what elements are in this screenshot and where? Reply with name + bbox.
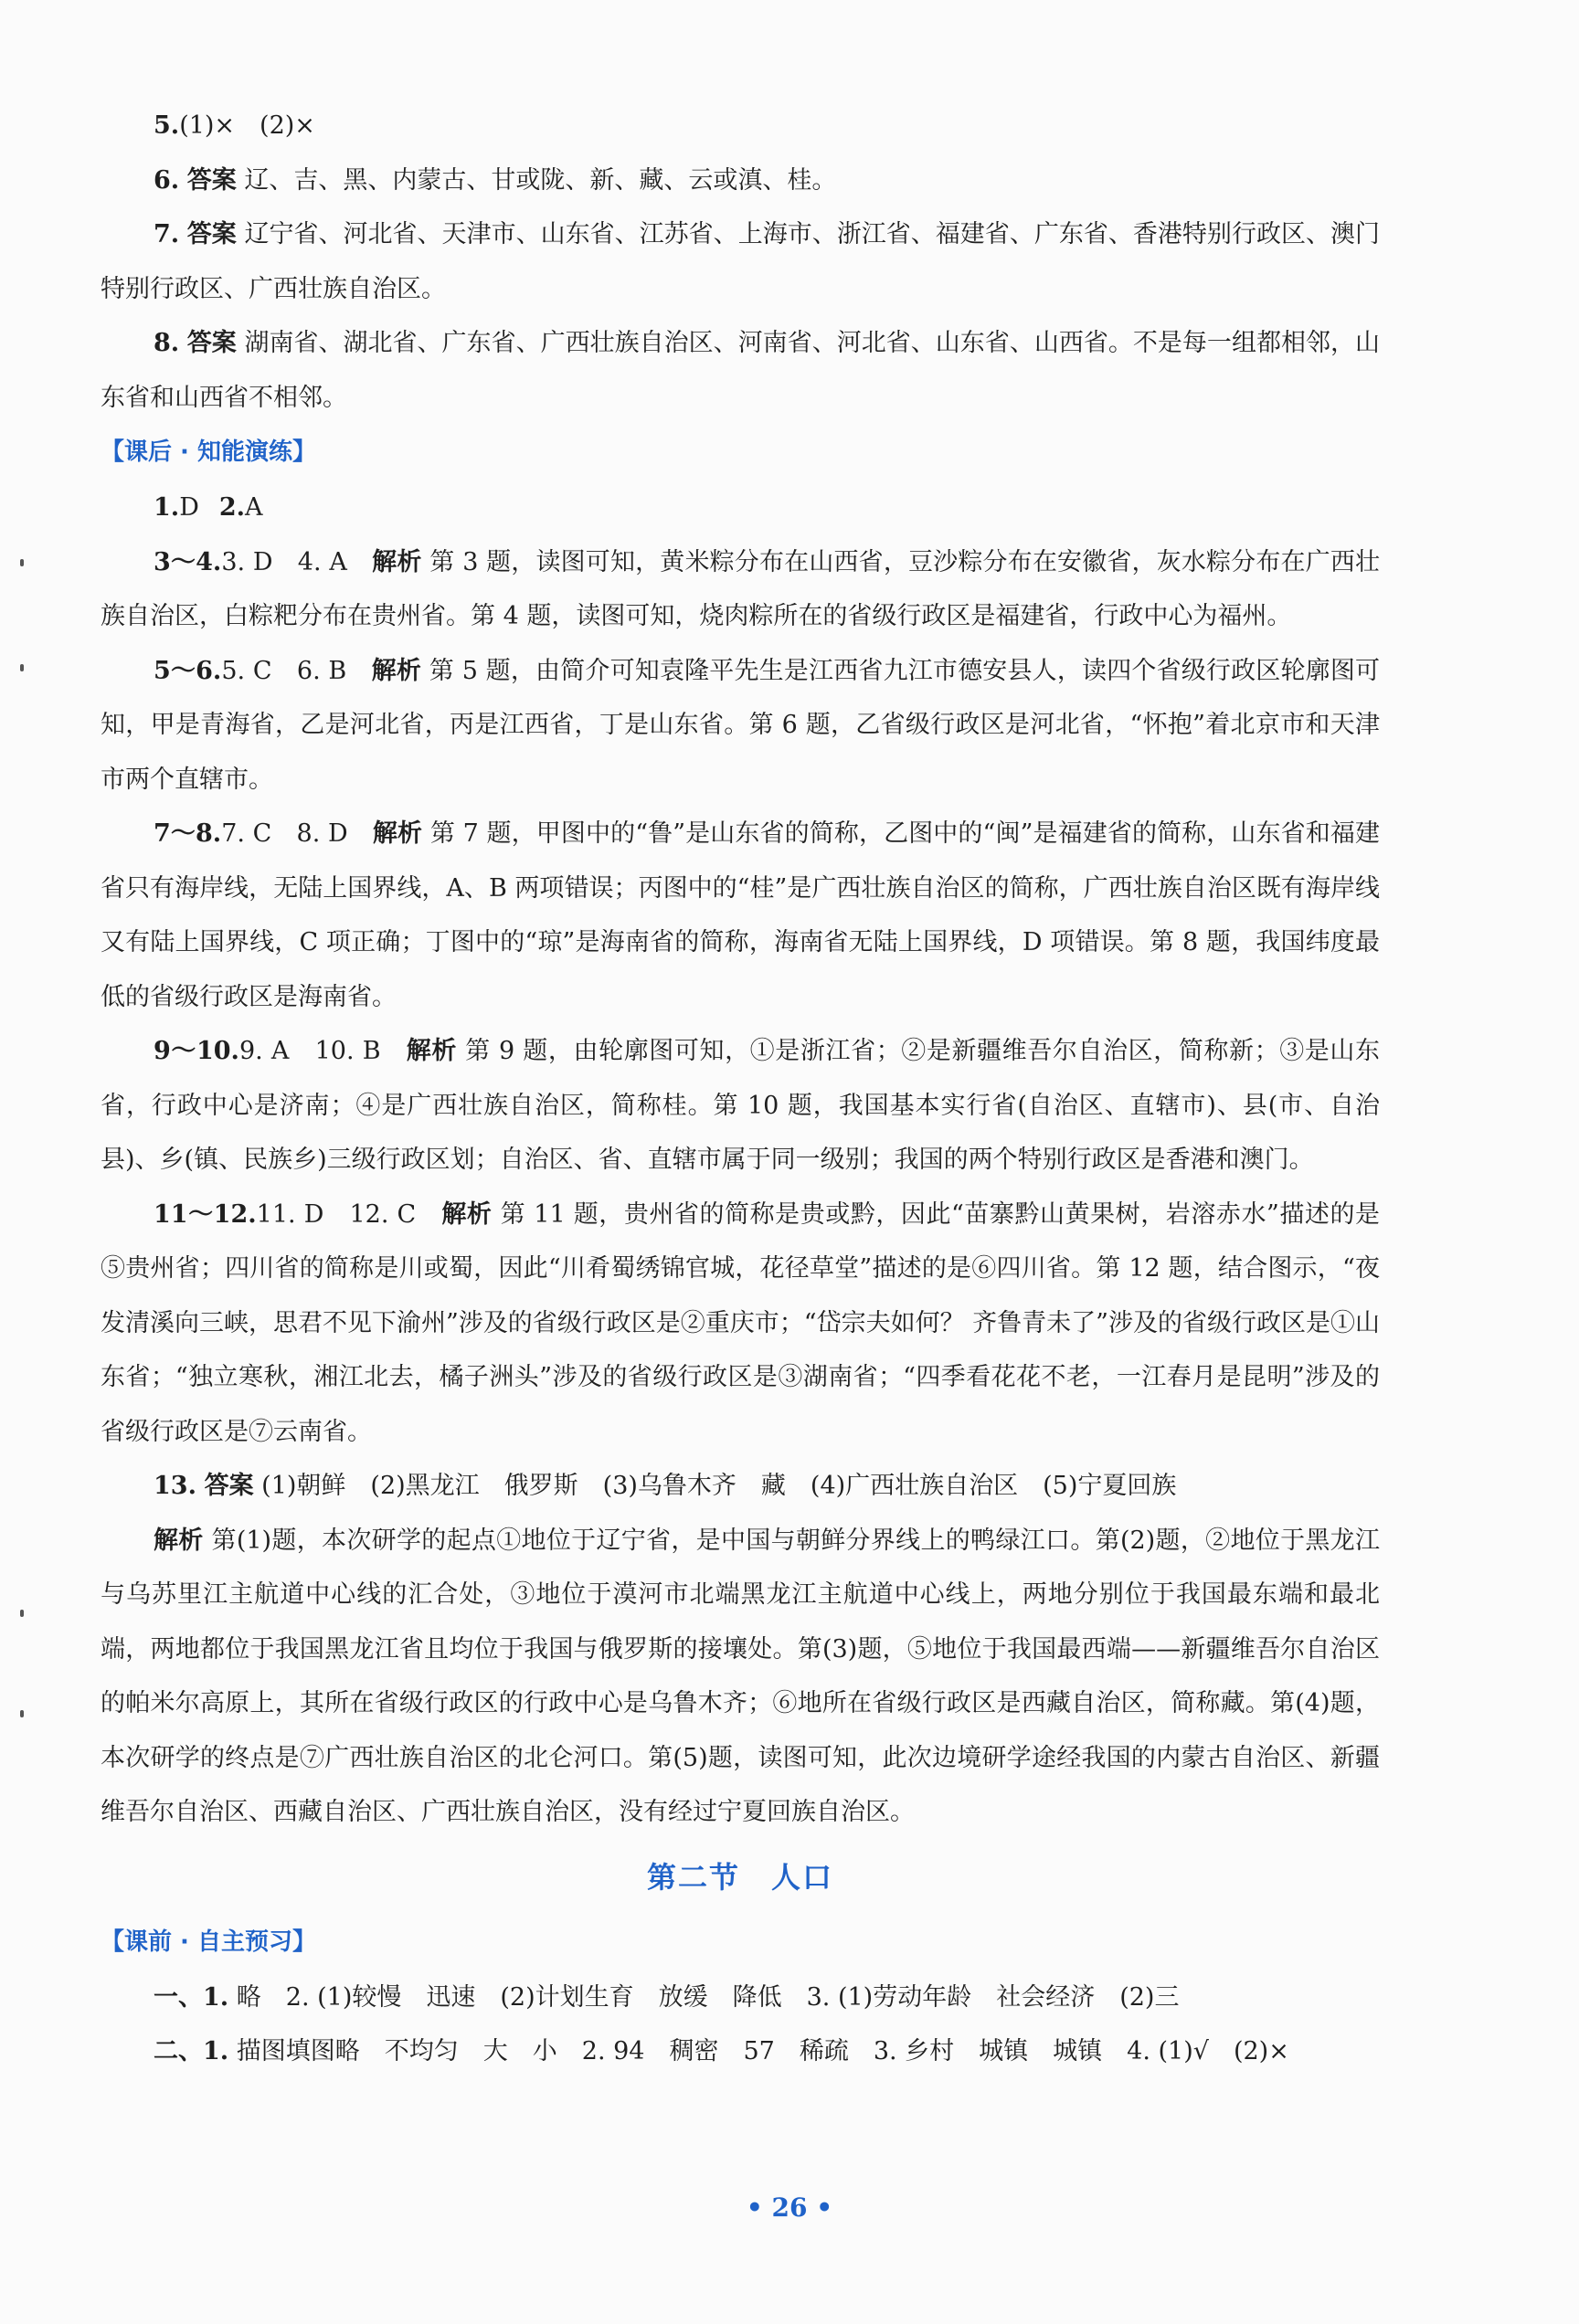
item-answers: 9. A 10. B — [238, 1037, 381, 1065]
item-text: 辽宁省、河北省、天津市、山东省、江苏省、上海市、浙江省、福建省、广东省、香港特别行政区、澳门特别行政区、广西壮族自治区。 — [101, 220, 1381, 303]
item-number: 11～12. — [154, 1199, 257, 1229]
item-text: D — [179, 493, 199, 522]
answer-line-8 — [101, 316, 1380, 425]
margin-mark — [20, 559, 24, 566]
analysis-13 — [101, 1514, 1380, 1840]
answer-line-1-2 — [101, 481, 1380, 535]
item-number: 7～8. — [154, 819, 222, 848]
item-number: 13. — [154, 1472, 196, 1500]
item-number: 2. — [218, 493, 246, 522]
item-text: 第 11 题，贵州省的简称是贵或黔，因此“苗寨黔山黄果树，岩溶赤水”描述的是⑤贵州省；四川省的简称是川或蜀，因此“川肴蜀绣锦官城，花径草堂”描述的是⑥四川省。第 12 题，结合图示，“夜发清溪向三峡，思君不见下渝州”涉及的省级行政区是②重庆市；“岱宗夫如何？ 齐鲁青未了”涉及的省级行政区是①山东省；“独立寒秋，湘江北去，橘子洲头”涉及的省级行政区是③湖南省；“四季看花花不老，一江春月是昆明”涉及的省级行政区是⑦云南省。 — [101, 1199, 1380, 1446]
item-number: 一、1. — [154, 1982, 229, 2012]
item-number: 二、1. — [154, 2037, 229, 2065]
section-heading-after-class: 【课后 · 知能演练】 — [101, 438, 316, 466]
margin-mark — [20, 664, 24, 671]
item-number: 5～6. — [154, 656, 222, 685]
item-number: 9～10. — [154, 1037, 239, 1065]
item-text: 描图填图略 不均匀 大 小 — [236, 2037, 557, 2065]
margin-mark — [20, 1710, 24, 1717]
answer-line-9-10 — [101, 1024, 1380, 1188]
analysis-label: 解析 — [371, 656, 422, 685]
item-text: 第 5 题，由简介可知袁隆平先生是江西省九江市德安县人，读四个省级行政区轮廓图可知，甲是青海省，乙是河北省，丙是江西省，丁是山东省。第 6 题，乙省级行政区是河北省，“怀抱”着北京市和天津市两个直辖市。 — [101, 656, 1381, 794]
item-number: 3～4. — [154, 547, 222, 576]
answer-line-7 — [101, 207, 1380, 316]
item-number: 6. — [154, 165, 180, 195]
answer-line-5 — [101, 99, 1380, 153]
answer-label: 答案 — [186, 329, 237, 357]
item-number: 7. — [154, 220, 180, 248]
analysis-text: 第(1)题，本次研学的起点①地位于辽宁省，是中国与朝鲜分界线上的鸭绿江口。第(2)题，②地位于黑龙江与乌苏里江主航道中心线的汇合处，③地位于漠河市北端黑龙江主航道中心线上，两地分别位于我国最东端和最北端，两地都位于我国黑龙江省且均位于我国与俄罗斯的接壤处。第(3)题，⑤地位于我国最西端——新疆维吾尔自治区的帕米尔高原上，其所在省级行政区的行政中心是乌鲁木齐；⑥地所在省级行政区是西藏自治区，简称藏。第(4)题，本次研学的终点是⑦广西壮族自治区的北仑河口。第(5)题，读图可知，此次边境研学途经我国的内蒙古自治区、新疆维吾尔自治区、西藏自治区、广西壮族自治区，没有经过宁夏回族自治区。 — [101, 1526, 1380, 1826]
analysis-label: 解析 — [372, 819, 423, 848]
answer-line-6 — [101, 153, 1380, 208]
analysis-label: 解析 — [154, 1526, 204, 1555]
item-text: 湖南省、湖北省、广东省、广西壮族自治区、河南省、河北省、山东省、山西省。不是每一组都相邻，山东省和山西省不相邻。 — [101, 329, 1381, 412]
item-number: 1. — [154, 493, 180, 522]
analysis-label: 解析 — [372, 547, 422, 576]
analysis-label: 解析 — [406, 1037, 457, 1065]
answer-line-11-12 — [101, 1188, 1380, 1460]
item-text: 2. 94 稠密 57 稀疏 3. 乡村 城镇 城镇 4. (1)√ (2)× — [581, 2037, 1289, 2065]
answer-line-5-6 — [101, 644, 1380, 808]
answer-line-13 — [101, 1459, 1380, 1514]
answer-label: 答案 — [186, 165, 237, 195]
item-answers: 5. C 6. B — [221, 656, 347, 685]
preview-line-2 — [101, 2024, 1380, 2079]
item-text: 第 7 题，甲图中的“鲁”是山东省的简称，乙图中的“闽”是福建省的简称，山东省和福建省只有海岸线，无陆上国界线，A、B 两项错误；丙图中的“桂”是广西壮族自治区的简称，广西壮族自治区既有海岸线又有陆上国界线，C 项正确；丁图中的“琼”是海南省的简称，海南省无陆上国界线，D 项错误。第 8 题，我国纬度最低的省级行政区是海南省。 — [101, 819, 1380, 1011]
item-number: 5. — [154, 111, 180, 140]
chapter-title: 第二节 人口 — [646, 1859, 833, 1895]
page-number: • 26 • — [746, 2192, 833, 2223]
item-answers: 11. D 12. C — [256, 1199, 417, 1229]
item-text: (1)朝鲜 (2)黑龙江 俄罗斯 (3)乌鲁木齐 藏 (4)广西壮族自治区 (5)宁夏回族 — [261, 1472, 1177, 1500]
answer-label: 答案 — [186, 220, 237, 248]
item-text: 辽、吉、黑、内蒙古、甘或陇、新、藏、云或滇、桂。 — [244, 165, 837, 195]
item-text: A — [245, 493, 263, 522]
item-number: 8. — [154, 329, 180, 357]
preview-line-1 — [101, 1970, 1380, 2025]
answer-line-7-8 — [101, 807, 1380, 1024]
margin-mark — [20, 1610, 24, 1617]
answer-label: 答案 — [204, 1472, 254, 1500]
analysis-label: 解析 — [441, 1199, 493, 1229]
item-text: (1)× (2)× — [179, 111, 315, 140]
item-answers: 3. D 4. A — [221, 547, 347, 576]
page-content — [101, 99, 1380, 2079]
item-answers: 7. C 8. D — [221, 819, 348, 848]
item-text: 第 9 题，由轮廓图可知，①是浙江省；②是新疆维吾尔自治区，简称新；③是山东省，行政中心是济南；④是广西壮族自治区，简称桂。第 10 题，我国基本实行省(自治区、直辖市)、县(市、自治县)、乡(镇、民族乡)三级行政区划；自治区、省、直辖市属于同一级别；我国的两个特别行政区是香港和澳门。 — [101, 1037, 1381, 1174]
section-heading-before-class: 【课前 · 自主预习】 — [101, 1928, 316, 1956]
item-text: 2. (1)较慢 迅速 (2)计划生育 放缓 降低 3. (1)劳动年龄 社会经济 (2)三 — [285, 1982, 1180, 2012]
item-text: 略 — [236, 1982, 261, 2012]
answer-line-3-4 — [101, 535, 1380, 644]
item-text: 第 3 题，读图可知，黄米粽分布在山西省，豆沙粽分布在安徽省，灰水粽分布在广西壮族自治区，白粽粑分布在贵州省。第 4 题，读图可知，烧肉粽所在的省级行政区是福建省，行政中心为福州。 — [101, 547, 1381, 630]
